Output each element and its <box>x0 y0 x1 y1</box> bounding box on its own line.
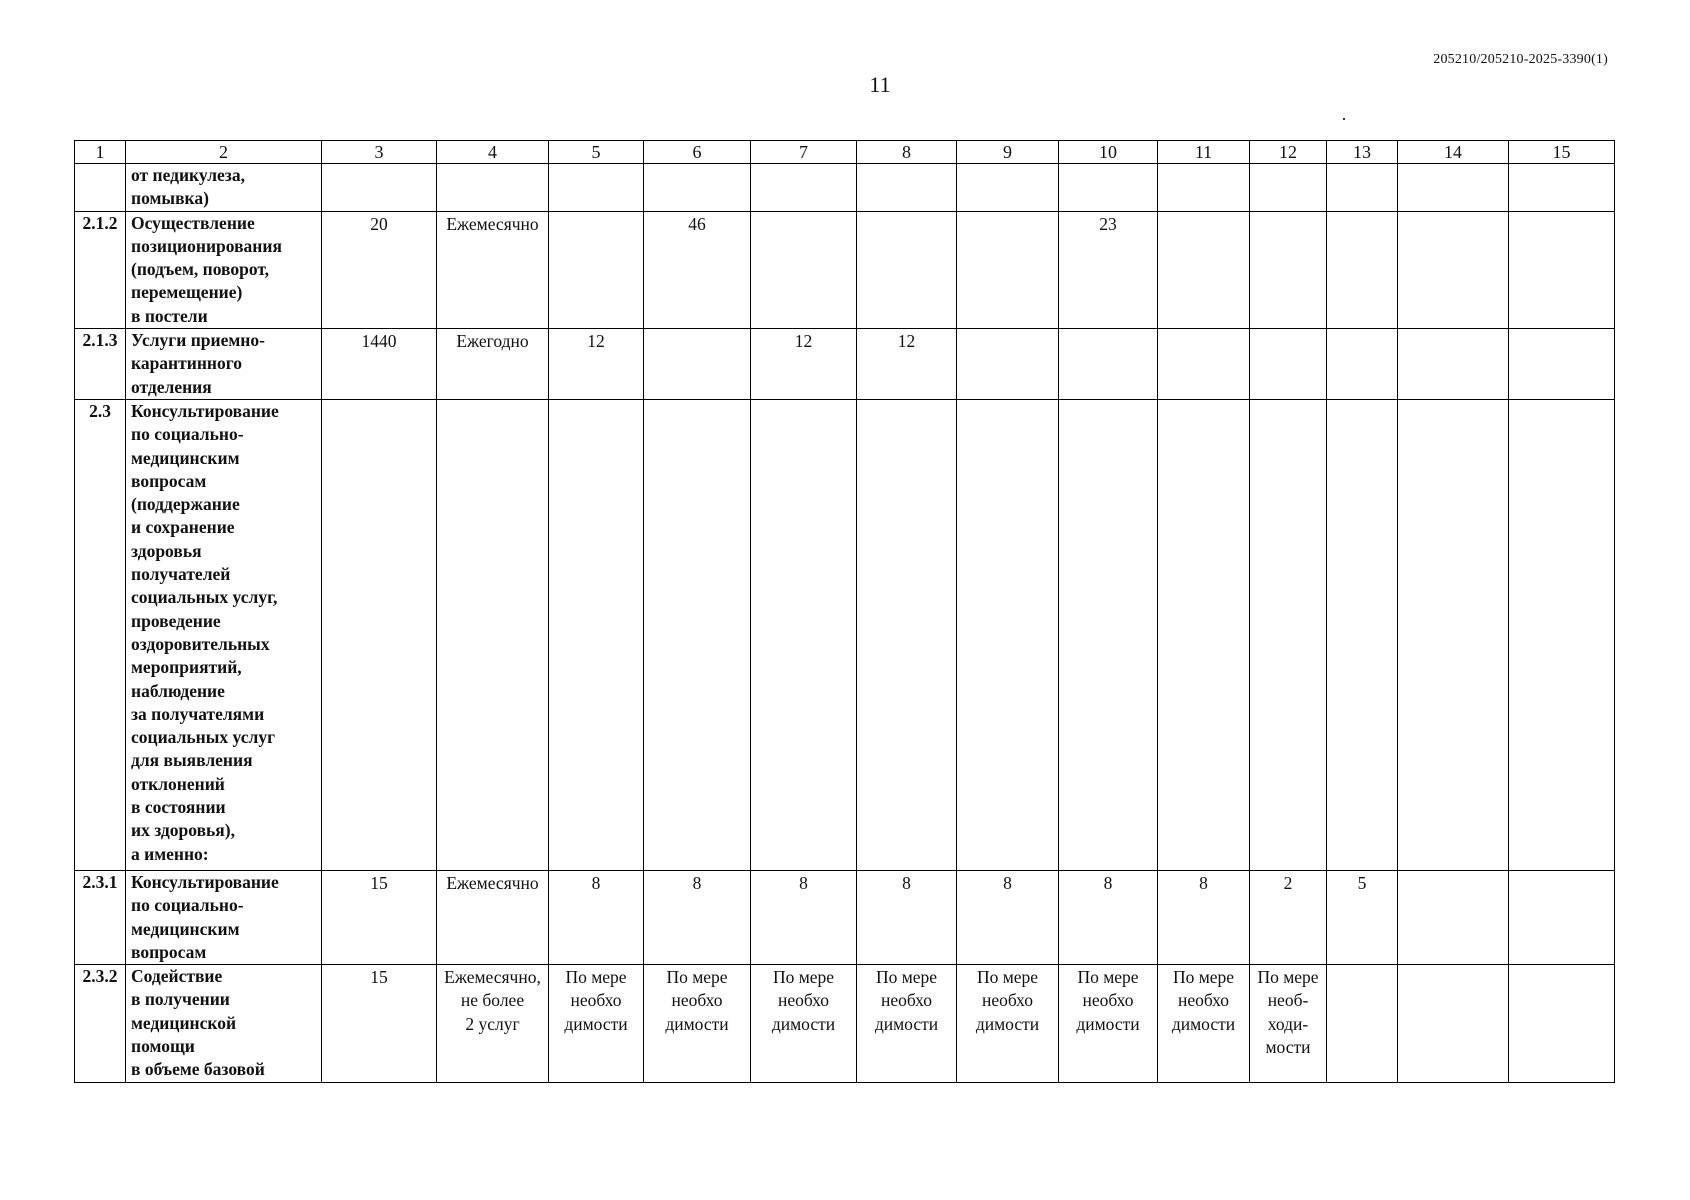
value-cell-col-11 <box>1158 399 1250 870</box>
row-number-cell: 2.3.2 <box>75 965 126 1082</box>
value-cell-col-5 <box>549 211 644 328</box>
value-cell-col-12 <box>1250 399 1327 870</box>
column-header-6: 6 <box>644 141 751 164</box>
value-cell-col-7 <box>751 211 857 328</box>
value-cell-col-10 <box>1059 329 1158 400</box>
value-cell-col-5: По мере необхо димости <box>549 965 644 1082</box>
service-name-cell: от педикулеза, помывка) <box>126 164 322 212</box>
value-cell-col-6 <box>644 164 751 212</box>
table-row <box>75 164 1615 212</box>
column-header-10: 10 <box>1059 141 1158 164</box>
value-cell-col-9 <box>957 329 1059 400</box>
value-cell-col-14 <box>1398 164 1509 212</box>
value-cell-col-8 <box>857 399 957 870</box>
value-cell-col-12 <box>1250 211 1327 328</box>
value-cell-col-15 <box>1509 329 1615 400</box>
value-cell-col-11: 8 <box>1158 870 1250 964</box>
value-cell-col-15 <box>1509 870 1615 964</box>
column-header-1: 1 <box>75 141 126 164</box>
value-cell-col-8: По мере необхо димости <box>857 965 957 1082</box>
table-row <box>75 399 1615 870</box>
value-cell-col-5 <box>549 164 644 212</box>
scan-dot <box>1343 118 1345 120</box>
value-cell-col-8: 12 <box>857 329 957 400</box>
value-cell-col-14 <box>1398 870 1509 964</box>
value-cell-col-4: Ежемесячно, не более 2 услуг <box>437 965 549 1082</box>
row-number-cell: 2.3.1 <box>75 870 126 964</box>
value-cell-col-7 <box>751 399 857 870</box>
value-cell-col-10: 8 <box>1059 870 1158 964</box>
value-cell-col-11 <box>1158 211 1250 328</box>
value-cell-col-8 <box>857 164 957 212</box>
value-cell-col-13 <box>1327 399 1398 870</box>
page-number: 11 <box>869 72 891 97</box>
value-cell-col-4 <box>437 399 549 870</box>
value-cell-col-9 <box>957 164 1059 212</box>
value-cell-col-4: Ежемесячно <box>437 211 549 328</box>
value-cell-col-9 <box>957 211 1059 328</box>
row-number-cell <box>75 164 126 212</box>
value-cell-col-6: По мере необхо димости <box>644 965 751 1082</box>
row-number-cell: 2.1.3 <box>75 329 126 400</box>
service-name-cell: Консультирование по социально- медицинским вопросам (поддержание и сохранение здоровья получателей социальных услуг, проведение оздоровительных мероприятий, наблюдение за получателями социальных услуг для выявления отклонений в состоянии их здоровья), а именно: <box>126 399 322 870</box>
value-cell-col-10: 23 <box>1059 211 1158 328</box>
value-cell-col-11: По мере необхо димости <box>1158 965 1250 1082</box>
value-cell-col-15 <box>1509 965 1615 1082</box>
column-header-8: 8 <box>857 141 957 164</box>
table-row <box>75 211 1615 328</box>
value-cell-col-14 <box>1398 211 1509 328</box>
row-number-cell: 2.3 <box>75 399 126 870</box>
value-cell-col-4: Ежегодно <box>437 329 549 400</box>
value-cell-col-13 <box>1327 211 1398 328</box>
value-cell-col-6: 8 <box>644 870 751 964</box>
column-header-15: 15 <box>1509 141 1615 164</box>
value-cell-col-4 <box>437 164 549 212</box>
value-cell-col-14 <box>1398 965 1509 1082</box>
value-cell-col-12: 2 <box>1250 870 1327 964</box>
value-cell-col-13 <box>1327 164 1398 212</box>
column-header-7: 7 <box>751 141 857 164</box>
value-cell-col-9 <box>957 399 1059 870</box>
column-header-13: 13 <box>1327 141 1398 164</box>
value-cell-col-13 <box>1327 329 1398 400</box>
value-cell-col-15 <box>1509 164 1615 212</box>
value-cell-col-7: 12 <box>751 329 857 400</box>
value-cell-col-5: 8 <box>549 870 644 964</box>
service-name-cell: Услуги приемно- карантинного отделения <box>126 329 322 400</box>
value-cell-col-10: По мере необхо димости <box>1059 965 1158 1082</box>
value-cell-col-10 <box>1059 399 1158 870</box>
value-cell-col-14 <box>1398 329 1509 400</box>
value-cell-col-13: 5 <box>1327 870 1398 964</box>
value-cell-col-4: Ежемесячно <box>437 870 549 964</box>
value-cell-col-3: 15 <box>322 870 437 964</box>
value-cell-col-13 <box>1327 965 1398 1082</box>
value-cell-col-14 <box>1398 399 1509 870</box>
column-header-9: 9 <box>957 141 1059 164</box>
value-cell-col-3: 1440 <box>322 329 437 400</box>
row-number-cell: 2.1.2 <box>75 211 126 328</box>
column-header-12: 12 <box>1250 141 1327 164</box>
value-cell-col-9: 8 <box>957 870 1059 964</box>
value-cell-col-3 <box>322 399 437 870</box>
value-cell-col-3: 15 <box>322 965 437 1082</box>
value-cell-col-12: По мере необ- ходи- мости <box>1250 965 1327 1082</box>
service-name-cell: Консультирование по социально- медицинским вопросам <box>126 870 322 964</box>
value-cell-col-7: 8 <box>751 870 857 964</box>
value-cell-col-15 <box>1509 211 1615 328</box>
value-cell-col-3 <box>322 164 437 212</box>
table-row <box>75 870 1615 964</box>
value-cell-col-7 <box>751 164 857 212</box>
service-name-cell: Осуществление позиционирования (подъем, поворот, перемещение) в постели <box>126 211 322 328</box>
value-cell-col-3: 20 <box>322 211 437 328</box>
column-header-11: 11 <box>1158 141 1250 164</box>
column-header-4: 4 <box>437 141 549 164</box>
value-cell-col-6 <box>644 329 751 400</box>
services-table <box>74 140 1615 1083</box>
header-row <box>75 141 1615 164</box>
value-cell-col-11 <box>1158 329 1250 400</box>
value-cell-col-5 <box>549 399 644 870</box>
value-cell-col-15 <box>1509 399 1615 870</box>
column-header-14: 14 <box>1398 141 1509 164</box>
value-cell-col-8: 8 <box>857 870 957 964</box>
table-row <box>75 329 1615 400</box>
table-row <box>75 965 1615 1082</box>
value-cell-col-8 <box>857 211 957 328</box>
value-cell-col-9: По мере необхо димости <box>957 965 1059 1082</box>
document-id: 205210/205210-2025-3390(1) <box>1433 52 1608 67</box>
column-header-2: 2 <box>126 141 322 164</box>
service-name-cell: Содействие в получении медицинской помощи в объеме базовой <box>126 965 322 1082</box>
value-cell-col-10 <box>1059 164 1158 212</box>
value-cell-col-12 <box>1250 164 1327 212</box>
column-header-3: 3 <box>322 141 437 164</box>
value-cell-col-11 <box>1158 164 1250 212</box>
value-cell-col-6 <box>644 399 751 870</box>
value-cell-col-7: По мере необхо димости <box>751 965 857 1082</box>
value-cell-col-5: 12 <box>549 329 644 400</box>
value-cell-col-6: 46 <box>644 211 751 328</box>
value-cell-col-12 <box>1250 329 1327 400</box>
column-header-5: 5 <box>549 141 644 164</box>
